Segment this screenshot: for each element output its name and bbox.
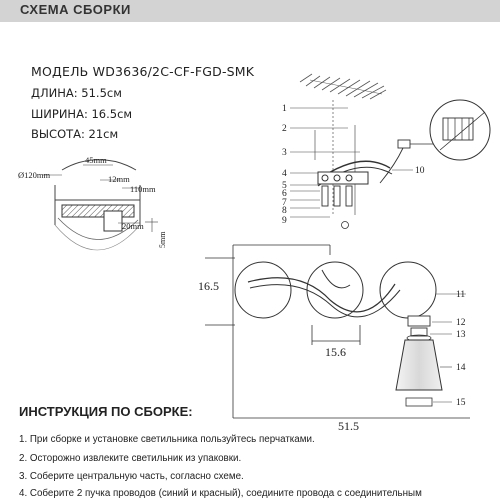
model-name: МОДЕЛЬ WD3636/2C-CF-FGD-SMK — [31, 64, 255, 79]
dim-width-label: 16.5 — [198, 279, 219, 293]
part-number: 1 — [282, 104, 287, 114]
instruction-step: 1. При сборке и установке светильника пользуйтесь перчатками. — [19, 434, 315, 445]
dim-45: 45mm — [85, 155, 107, 165]
part-number: 9 — [282, 216, 287, 226]
part-number: 15 — [456, 398, 466, 408]
part-number: 14 — [456, 363, 466, 373]
dim-5: 5mm — [158, 231, 167, 248]
part-number: 11 — [456, 290, 466, 300]
shade-detail — [396, 316, 452, 406]
part-number: 3 — [282, 148, 287, 158]
dim-length-label: 51.5 — [338, 419, 359, 433]
part-number: 13 — [456, 330, 466, 340]
part-number: 5 — [282, 181, 287, 191]
instructions-title: ИНСТРУКЦИЯ ПО СБОРКЕ: — [19, 404, 193, 419]
instruction-step: 2. Осторожно извлеките светильник из упаковки. — [19, 453, 242, 464]
page-title: СХЕМА СБОРКИ — [20, 2, 131, 17]
part-number: 8 — [282, 206, 287, 216]
spec-height: ВЫСОТА: 21см — [31, 127, 119, 141]
part-number: 2 — [282, 124, 287, 134]
dim-12: 12mm — [108, 174, 130, 184]
part-number: 7 — [282, 198, 287, 208]
spec-width: ШИРИНА: 16.5см — [31, 107, 133, 121]
mount-plate-drawing — [42, 160, 158, 250]
part-number: 10 — [415, 166, 425, 176]
instruction-step: 4. Соберите 2 пучка проводов (синий и красный), соедините провода с соединительным — [19, 488, 422, 499]
dim-20: 20mm — [122, 221, 144, 231]
dim-110: 110mm — [130, 184, 156, 194]
part-number: 12 — [456, 318, 466, 328]
part-number: 4 — [282, 169, 287, 179]
dim-diameter-120: Ø120mm — [18, 170, 51, 180]
spec-length: ДЛИНА: 51.5см — [31, 86, 122, 100]
dim-spacing-label: 15.6 — [325, 345, 346, 359]
exploded-view — [290, 74, 490, 229]
shade-part-numbers — [456, 290, 466, 408]
instruction-step: 3. Соберите центральную часть, согласно схеме. — [19, 471, 244, 482]
part-number: 6 — [282, 189, 287, 199]
plan-view — [205, 245, 470, 418]
